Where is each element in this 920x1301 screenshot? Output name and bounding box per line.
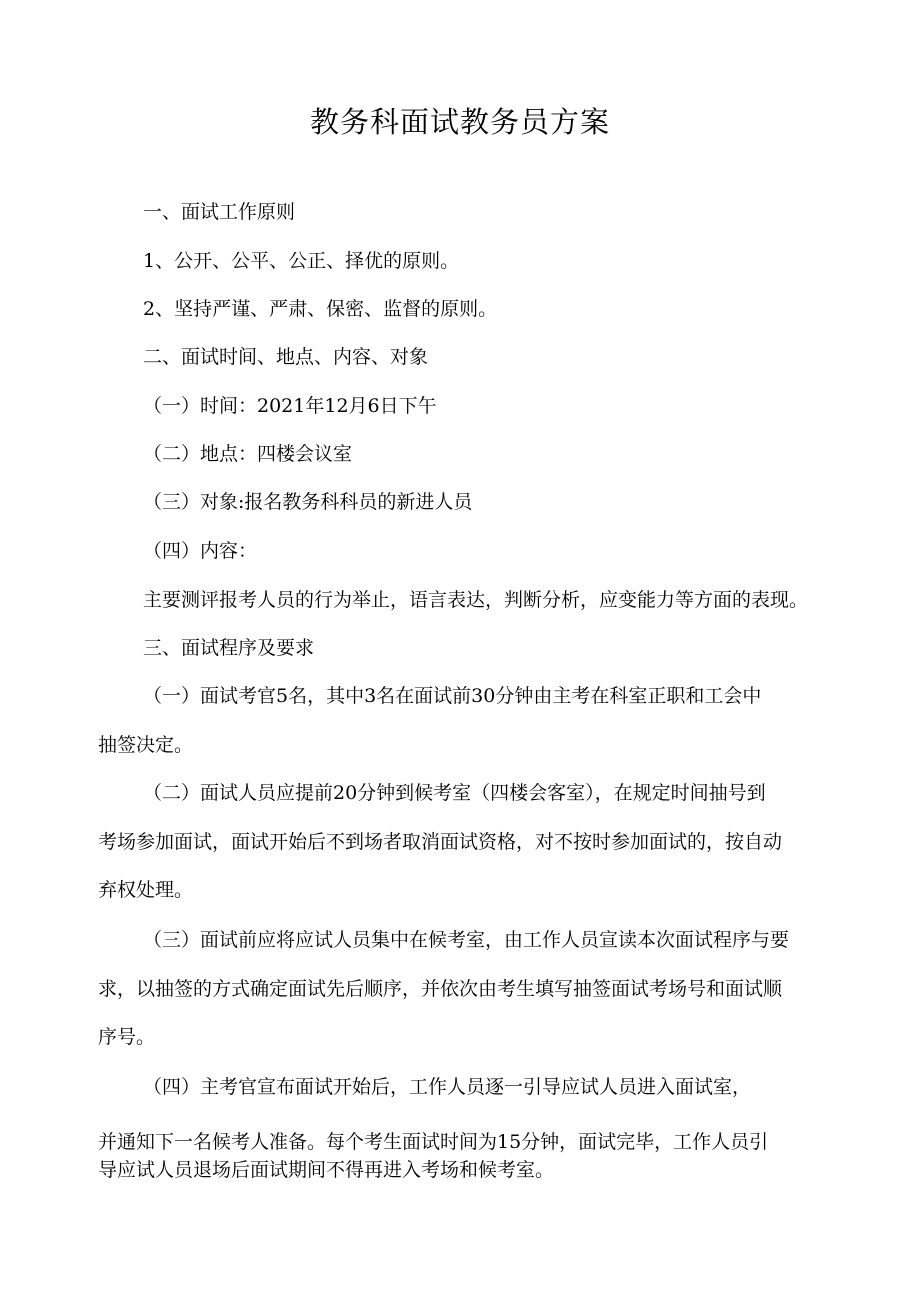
section3-p3-line1: （三）面试前应将应试人员集中在候考室，由工作人员宣读本次面试程序与要 xyxy=(143,929,790,951)
section2-content-text: 主要测评报考人员的行为举止，语言表达，判断分析，应变能力等方面的表现。 xyxy=(143,589,809,611)
section1-item1: 1、公开、公平、公正、择优的原则。 xyxy=(143,250,460,272)
section1-item2: 2、坚持严谨、严肃、保密、监督的原则。 xyxy=(143,298,498,320)
section3-p1-line1: （一）面试考官5名，其中3名在面试前30分钟由主考在科室正职和工会中 xyxy=(143,685,762,707)
section1-heading: 一、面试工作原则 xyxy=(143,201,296,223)
section2-place: （二）地点：四楼会议室 xyxy=(143,443,353,465)
section3-p4-line2: 并通知下一名候考人准备。每个考生面试时间为15分钟，面试完毕，工作人员引 xyxy=(98,1131,769,1153)
section3-p3-line3: 序号。 xyxy=(98,1026,156,1048)
section3-p2-line1: （二）面试人员应提前20分钟到候考室（四楼会客室），在规定时间抽号到 xyxy=(143,782,766,804)
section3-p4-line1: （四）主考官宣布面试开始后，工作人员逐一引导应试人员进入面试室， xyxy=(143,1076,752,1098)
section3-p2-line3: 弃权处理。 xyxy=(98,879,194,901)
section3-p2-line2: 考场参加面试，面试开始后不到场者取消面试资格，对不按时参加面试的，按自动 xyxy=(98,831,783,853)
section2-target: （三）对象:报名教务科科员的新进人员 xyxy=(143,491,473,513)
section3-p1-line2: 抽签决定。 xyxy=(98,734,194,756)
section3-p4-line3: 导应试人员退场后面试期间不得再进入考场和候考室。 xyxy=(98,1159,555,1181)
section2-content-label: （四）内容： xyxy=(143,540,258,562)
section3-heading: 三、面试程序及要求 xyxy=(143,637,315,659)
section2-heading: 二、面试时间、地点、内容、对象 xyxy=(143,346,429,368)
document-title: 教务科面试教务员方案 xyxy=(309,105,610,139)
section3-p3-line2: 求，以抽签的方式确定面试先后顺序，并依次由考生填写抽签面试考场号和面试顺 xyxy=(98,978,783,1000)
section2-time: （一）时间：2021年12月6日下午 xyxy=(143,395,437,417)
